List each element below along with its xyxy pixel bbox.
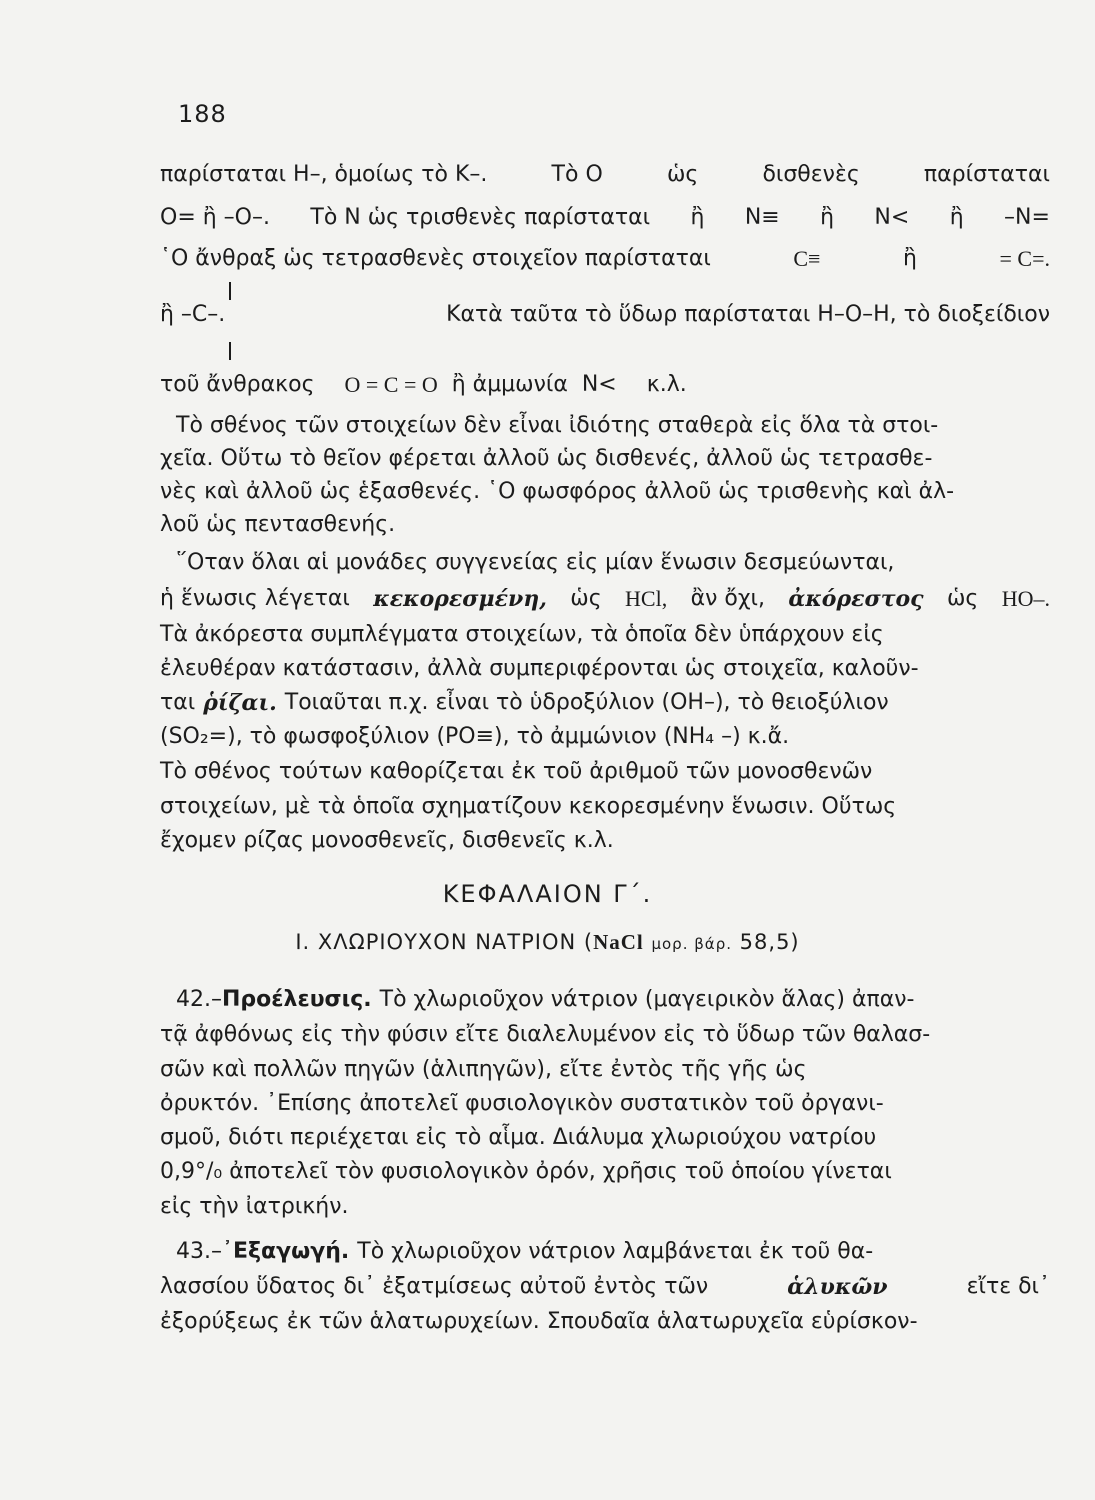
page-number: 188 [178,100,227,128]
text-span: ἢ [902,246,917,271]
chapter-title: ΚΕΦΑΛΑΙΟΝ Γ΄. [442,880,653,908]
text-span: κεκορεσμένη, [373,586,547,612]
section-title [0,930,1095,955]
text-span: ῞Οταν ὅλαι αἱ μονάδες συγγενείας εἰς μίαν ἕνωσιν δεσμεύωνται, [176,550,895,575]
text-span: ἡ ἕνωσις λέγεται [160,586,350,611]
text-span: κ.λ. [646,372,687,397]
text-line [160,688,1050,718]
paragraph-heading: ᾿Εξαγωγή. [222,1239,350,1264]
text-span: ῥίζαι. [203,690,277,716]
text-span: Κατὰ ταῦτα τὸ ὕδωρ παρίσταται Η–Ο–Η, τὸ διοξείδιον [446,302,1050,327]
text-span: ὀρυκτόν. ᾿Επίσης ἀποτελεῖ φυσιολογικὸν συστατικὸν τοῦ ὀργανι- [160,1091,884,1116]
text-span: λασσίου ὕδατος δι᾿ ἐξατμίσεως αὐτοῦ ἐντὸς τῶν [160,1274,709,1299]
text-span: τοῦ ἄνθρακος [160,372,315,397]
text-span: = C=. [999,246,1050,271]
section-molar-label: μορ. βάρ. [651,935,732,953]
text-line [160,244,1050,274]
text-span: ἢ –C–. [160,302,226,327]
text-span: παρίσταται Η–, ὁμοίως τὸ Κ–. [160,162,488,187]
text-span: Ν< [874,205,910,230]
text-span: ἢ [949,205,964,230]
text-span: Ο= ἢ –Ο–. [160,205,270,230]
text-span: δισθενὲς [762,162,860,187]
text-span: παρίσταται [923,162,1050,187]
text-span: σμοῦ, διότι περιέχεται εἰς τὸ αἷμα. Διάλυμα χλωριούχου νατρίου [160,1125,877,1150]
section-formula: NaCl [593,930,644,954]
text-span: Τοιαῦται π.χ. εἶναι τὸ ὑδροξύλιον (OH–), τὸ θειοξύλιον [284,690,889,715]
text-line [160,1307,1050,1337]
text-span: νὲς καὶ ἀλλοῦ ὡς ἑξασθενές. ῾Ο φωσφόρος ἀλλοῦ ὡς τρισθενὴς καὶ ἀλ- [160,479,955,504]
text-line [160,1192,1050,1222]
text-line [160,548,1050,578]
text-span: ῾Ο ἄνθραξ ὡς τετρασθενὲς στοιχεῖον παρίσταται [160,246,711,271]
text-span: O = C = O [344,372,438,397]
bond-line-bottom [229,342,231,360]
text-span: ἢ [820,205,835,230]
text-line [160,160,1050,190]
text-span: τᾷ ἀφθόνως εἰς τὴν φύσιν εἴτε διαλελυμένον εἰς τὸ ὕδωρ τῶν θαλασ- [160,1022,931,1047]
text-span: Τὸ σθένος τούτων καθορίζεται ἐκ τοῦ ἀριθμοῦ τῶν μονοσθενῶν [160,759,873,784]
text-line [160,203,1050,233]
text-span: ὡς [666,162,699,187]
text-span: HO–. [1001,586,1050,611]
text-line [160,826,1050,856]
text-span: Τὸ Ο [551,162,603,187]
text-span: HCl, [625,586,668,611]
text-span: λοῦ ὡς πεντασθενής. [160,512,396,537]
text-span: εἰς τὴν ἰατρικήν. [160,1194,349,1219]
text-line [160,722,1050,752]
text-span: ἀκόρεστος [788,586,924,612]
text-span: ἁλυκῶν [787,1274,888,1300]
bond-line-top [229,282,231,300]
text-span: Τὸ Ν ὡς τρισθενὲς παρίσταται [310,205,651,230]
text-line [160,654,1050,684]
text-span: σῶν καὶ πολλῶν πηγῶν (ἁλιπηγῶν), εἴτε ἐντὸς τῆς γῆς ὡς [160,1057,807,1082]
text-span: 0,9°/₀ ἀποτελεῖ τὸν φυσιολογικὸν ὀρόν, χρῆσις τοῦ ὁποίου γίνεται [160,1159,892,1184]
text-span: ἂν ὄχι, [690,586,765,611]
text-span: Τὸ χλωριοῦχον νάτριον (μαγειρικὸν ἅλας) ἀπαν- [379,987,915,1012]
text-span: C≡ [793,246,821,271]
text-line [160,620,1050,650]
section-title-prefix: Ι. ΧΛΩΡΙΟΥΧΟΝ ΝΑΤΡΙΟΝ ( [295,930,594,954]
text-span: ἢ ἀμμωνία [451,372,568,397]
text-line [160,1089,1050,1119]
text-span: ὡς [570,586,602,611]
text-line [160,1055,1050,1085]
text-span: ἢ [690,205,705,230]
text-span: χεῖα. Οὕτω τὸ θεῖον φέρεται ἀλλοῦ ὡς δισθενές, ἀλλοῦ ὡς τετρασθε- [160,446,933,471]
text-line [160,510,1050,540]
text-line [160,477,1050,507]
text-span: ται [160,690,196,715]
text-span: ἐξορύξεως ἐκ τῶν ἁλατωρυχείων. Σπουδαῖα ἁλατωρυχεῖα εὑρίσκον- [160,1309,918,1334]
text-span: Τὸ σθένος τῶν στοιχείων δὲν εἶναι ἰδιότης σταθερὰ εἰς ὅλα τὰ στοι- [176,413,939,438]
text-span: Ν≡ [744,205,780,230]
text-span: Τὸ χλωριοῦχον νάτριον λαμβάνεται ἐκ τοῦ θα- [357,1239,874,1264]
text-span: εἴτε δι᾿ [966,1274,1050,1299]
text-line [160,370,1050,400]
text-line [160,757,1050,787]
text-line [160,792,1050,822]
paragraph-43-first-line [160,1237,1050,1267]
paragraph-number: 42.– [176,987,222,1012]
text-span: Ν< [581,372,617,397]
text-span: ὡς [946,586,979,611]
text-span: (SO₂=), τὸ φωσφοξύλιον (PO≡), τὸ ἀμμώνιον (NH₄ –) κ.ἄ. [160,724,790,749]
text-line [160,411,1050,441]
text-line [160,1123,1050,1153]
text-span: ἐλευθέραν κατάστασιν, ἀλλὰ συμπεριφέρονται ὡς στοιχεῖα, καλοῦν- [160,656,919,681]
text-line [160,300,1050,330]
text-line [160,1272,1050,1302]
text-span: –Ν= [1004,205,1050,230]
text-line [160,444,1050,474]
paragraph-42-first-line [160,985,1050,1015]
text-span: στοιχείων, μὲ τὰ ὁποῖα σχηματίζουν κεκορεσμένην ἕνωσιν. Οὕτως [160,794,897,819]
text-line [160,1157,1050,1187]
paragraph-heading: Προέλευσις. [222,987,372,1012]
text-span: Τὰ ἀκόρεστα συμπλέγματα στοιχείων, τὰ ὁποῖα δὲν ὑπάρχουν εἰς [160,622,884,647]
text-line [160,584,1050,614]
text-span: ἔχομεν ρίζας μονοσθενεῖς, δισθενεῖς κ.λ. [160,828,614,853]
section-molar-value: 58,5) [739,930,800,954]
paragraph-number: 43.– [176,1239,222,1264]
text-line [160,1020,1050,1050]
